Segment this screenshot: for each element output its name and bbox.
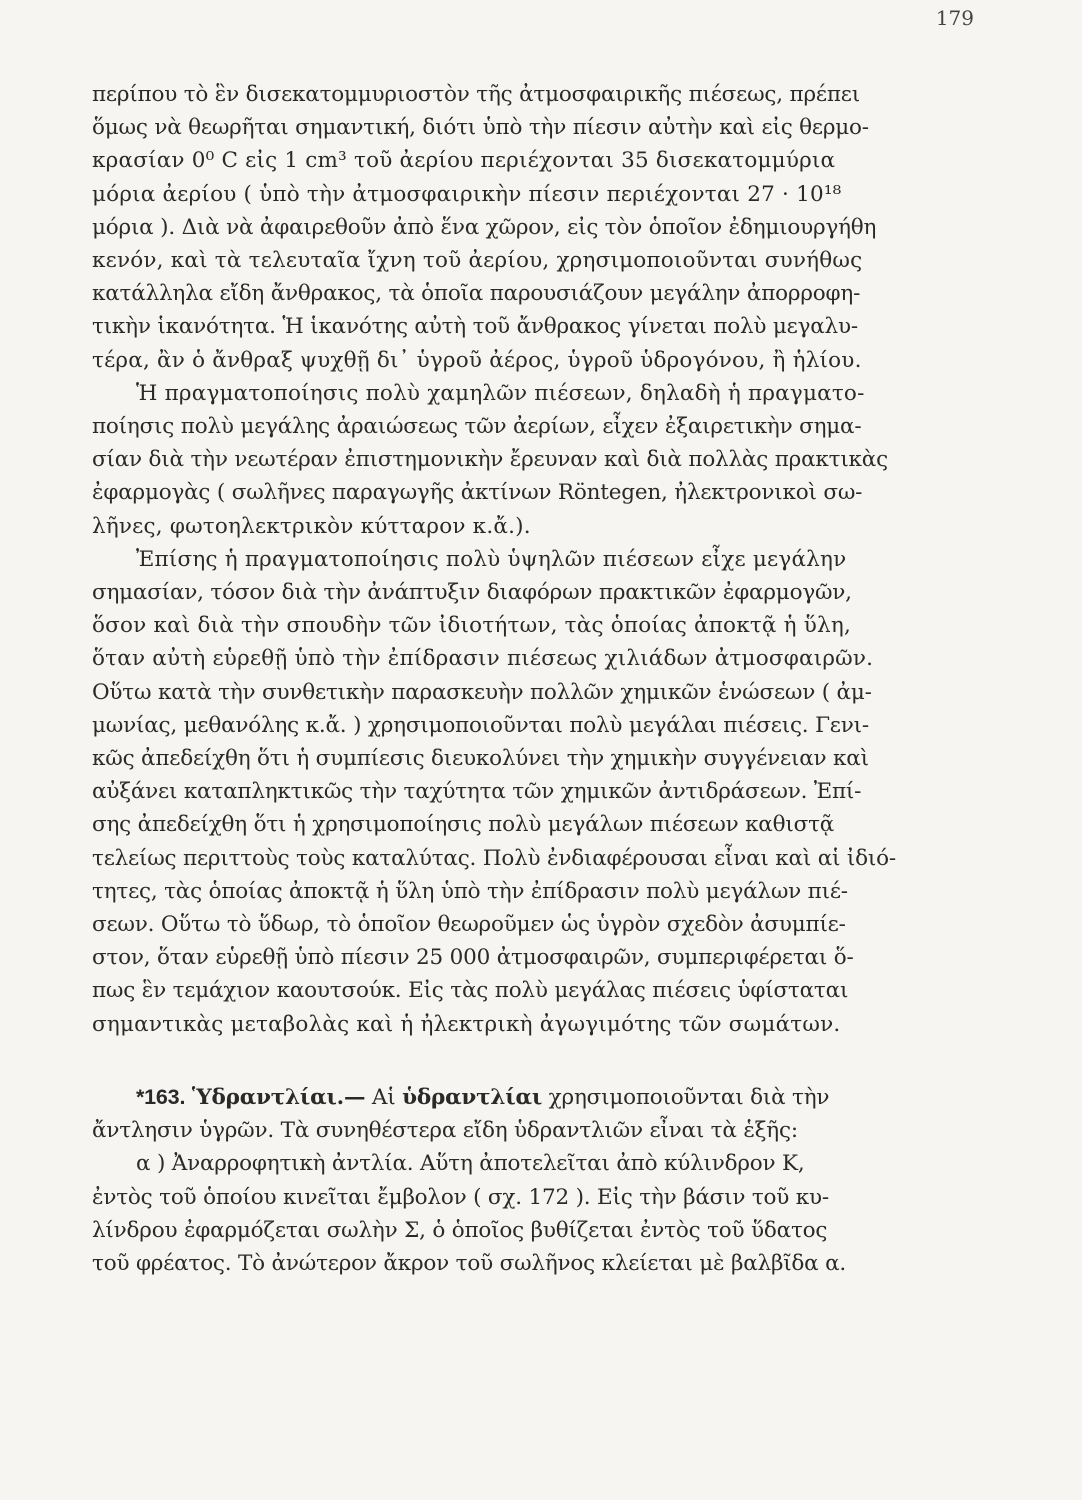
text-line: κρασίαν 0⁰ C εἰς 1 cm³ τοῦ ἀερίου περιέχονται 35 δισεκατομμύρια: [92, 148, 836, 174]
text-line: σης ἀπεδείχθη ὅτι ἡ χρησιμοποίησις πολὺ μεγάλων πιέσεων καθιστᾷ: [92, 812, 835, 838]
text-line: ὅταν αὐτὴ εὑρεθῇ ὑπὸ τὴν ἐπίδρασιν πιέσεως χιλιάδων ἀτμοσφαιρῶν.: [92, 646, 874, 672]
text-line: περίπου τὸ ἓν δισεκατομμυριοστὸν τῆς ἀτμοσφαιρικῆς πιέσεως, πρέπει: [92, 82, 860, 107]
text-line: ἐντὸς τοῦ ὁποίου κινεῖται ἔμβολον ( σχ. 172 ). Εἰς τὴν βάσιν τοῦ κυ-: [92, 1184, 829, 1210]
paragraph-2: [92, 377, 952, 543]
text-line: μόρια ). Διὰ νὰ ἀφαιρεθοῦν ἀπὸ ἕνα χῶρον, εἰς τὸν ὁποῖον ἐδημιουργήθη: [92, 214, 877, 240]
text-line: τικὴν ἱκανότητα. Ἡ ἱκανότης αὐτὴ τοῦ ἄνθρακος γίνεται πολὺ μεγαλυ-: [92, 314, 858, 340]
text-line: λίνδρου ἐφαρμόζεται σωλὴν Σ, ὁ ὁποῖος βυθίζεται ἐντὸς τοῦ ὕδατος: [92, 1217, 828, 1243]
section-number: *163.: [136, 1084, 186, 1109]
text-line: πως ἓν τεμάχιον καουτσούκ. Εἰς τὰς πολὺ μεγάλας πιέσεις ὑφίσταται: [92, 978, 849, 1004]
text-line: σίαν διὰ τὴν νεωτέραν ἐπιστημονικὴν ἔρευναν καὶ διὰ πολλὰς πρακτικὰς: [92, 447, 888, 473]
text-line: ὅσον καὶ διὰ τὴν σπουδὴν τῶν ἰδιοτήτων, τὰς ὁποίας ἀποκτᾷ ἡ ὕλη,: [92, 613, 852, 639]
paragraph-1: [92, 78, 952, 377]
text-line: α ) Ἀναρροφητικὴ ἀντλία. Αὕτη ἀποτελεῖται ἀπὸ κύλινδρον Κ,: [136, 1151, 805, 1177]
section-intro-lead: Αἱ: [371, 1084, 396, 1110]
section-heading-line: [92, 1081, 952, 1114]
text-line: τελείως περιττοὺς τοὺς καταλύτας. Πολὺ ἐνδιαφέρουσαι εἶναι καὶ αἱ ἰδιό-: [92, 845, 896, 871]
section-163: [92, 1081, 952, 1280]
text-line: σημαντικὰς μεταβολὰς καὶ ἡ ἠλεκτρικὴ ἀγωγιμότης τῶν σωμάτων.: [92, 1011, 841, 1037]
text-line: λῆνες, φωτοηλεκτρικὸν κύτταρον κ.ἄ.).: [92, 513, 531, 539]
page-number: 179: [935, 6, 974, 30]
text-line: μωνίας, μεθανόλης κ.ἄ. ) χρησιμοποιοῦνται πολὺ μεγάλαι πιέσεις. Γενι-: [92, 712, 869, 738]
page-body: [92, 78, 952, 1280]
paragraph-3: [92, 543, 952, 1041]
text-line: κενόν, καὶ τὰ τελευταῖα ἴχνη τοῦ ἀερίου, χρησιμοποιοῦνται συνήθως: [92, 248, 863, 274]
text-line: τέρα, ἂν ὁ ἄνθραξ ψυχθῇ δι᾽ ὑγροῦ ἀέρος, ὑγροῦ ὑδρογόνου, ἢ ἡλίου.: [92, 347, 862, 373]
text-line: τοῦ φρέατος. Τὸ ἀνώτερον ἄκρον τοῦ σωλῆνος κλείεται μὲ βαλβῖδα α.: [92, 1250, 847, 1276]
section-spacer: [92, 1041, 952, 1081]
text-line: ποίησις πολὺ μεγάλης ἀραιώσεως τῶν ἀερίων, εἶχεν ἐξαιρετικὴν σημα-: [92, 414, 862, 440]
text-line: τητες, τὰς ὁποίας ἀποκτᾷ ἡ ὕλη ὑπὸ τὴν ἐπίδρασιν πολὺ μεγάλων πιέ-: [92, 878, 848, 904]
text-line: ἐφαρμογὰς ( σωλῆνες παραγωγῆς ἀκτίνων Röntegen, ἠλεκτρονικοὶ σω-: [92, 480, 863, 506]
text-line: ὅμως νὰ θεωρῆται σημαντική, διότι ὑπὸ τὴν πίεσιν αὐτὴν καὶ εἰς θερμο-: [92, 115, 869, 141]
text-line: ἄντλησιν ὑγρῶν. Τὰ συνηθέστερα εἴδη ὑδραντλιῶν εἶναι τὰ ἑξῆς:: [92, 1118, 798, 1144]
text-line: αὐξάνει καταπληκτικῶς τὴν ταχύτητα τῶν χημικῶν ἀντιδράσεων. Ἐπί-: [92, 779, 862, 805]
text-line: σημασίαν, τόσον διὰ τὴν ἀνάπτυξιν διαφόρων πρακτικῶν ἐφαρμογῶν,: [92, 580, 852, 606]
section-title: Ὑδραντλίαι.—: [191, 1084, 366, 1110]
text-line: κῶς ἀπεδείχθη ὅτι ἡ συμπίεσις διευκολύνει τὴν χημικὴν συγγένειαν καὶ: [92, 746, 869, 772]
text-line: Ἡ πραγματοποίησις πολὺ χαμηλῶν πιέσεων, δηλαδὴ ἡ πραγματο-: [136, 380, 865, 406]
text-line: κατάλληλα εἴδη ἄνθρακος, τὰ ὁποῖα παρουσιάζουν μεγάλην ἀπορροφη-: [92, 281, 861, 307]
section-intro-term: ὑδραντλίαι: [402, 1084, 543, 1110]
text-line: Ἐπίσης ἡ πραγματοποίησις πολὺ ὑψηλῶν πιέσεων εἶχε μεγάλην: [136, 546, 847, 572]
text-line: σεων. Οὕτω τὸ ὕδωρ, τὸ ὁποῖον θεωροῦμεν ὡς ὑγρὸν σχεδὸν ἀσυμπίε-: [92, 912, 846, 938]
text-line: Οὕτω κατὰ τὴν συνθετικὴν παρασκευὴν πολλῶν χημικῶν ἑνώσεων ( ἀμ-: [92, 679, 872, 705]
text-line: μόρια ἀερίου ( ὑπὸ τὴν ἀτμοσφαιρικὴν πίεσιν περιέχονται 27 · 10¹⁸: [92, 181, 842, 207]
text-line: στον, ὅταν εὑρεθῇ ὑπὸ πίεσιν 25 000 ἀτμοσφαιρῶν, συμπεριφέρεται ὅ-: [92, 945, 854, 971]
section-intro-rest: χρησιμοποιοῦνται διὰ τὴν: [548, 1084, 830, 1110]
